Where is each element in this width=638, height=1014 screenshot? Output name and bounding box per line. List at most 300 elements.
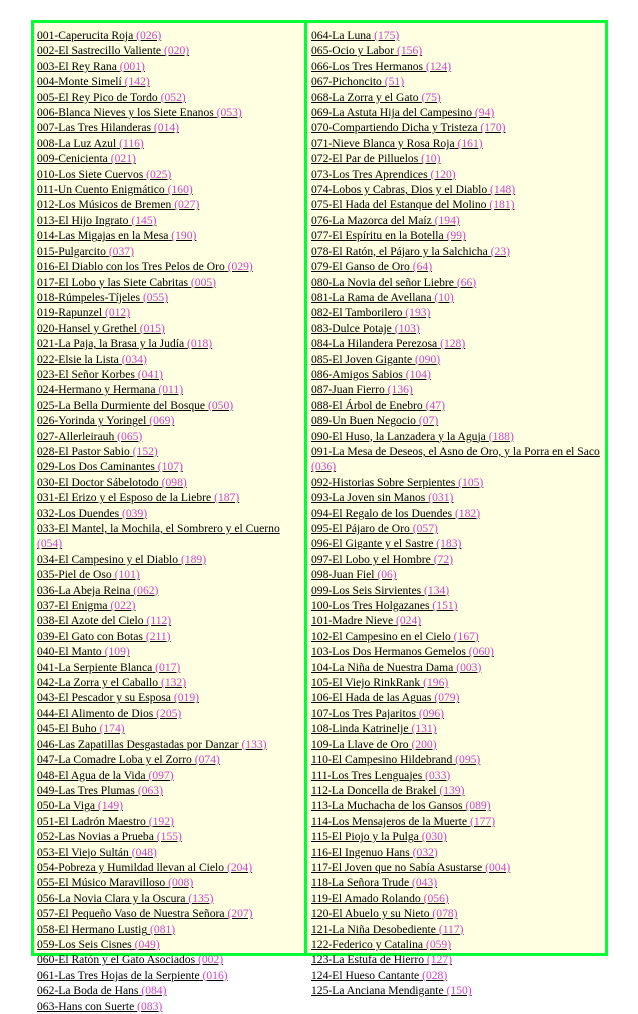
story-title[interactable]: 007-Las Tres Hilanderas <box>37 121 151 135</box>
story-title[interactable]: 024-Hermano y Hermana <box>37 383 156 397</box>
story-link[interactable] <box>311 506 602 521</box>
story-link[interactable] <box>311 814 602 829</box>
story-link[interactable] <box>37 429 301 444</box>
story-link[interactable] <box>311 706 602 721</box>
story-number[interactable]: (019) <box>173 691 199 705</box>
story-title[interactable]: 063-Hans con Suerte <box>37 999 135 1013</box>
story-link[interactable] <box>37 829 301 844</box>
story-number[interactable]: (148) <box>490 183 516 197</box>
story-title[interactable]: 077-El Espíritu en la Botella <box>311 229 444 243</box>
story-number[interactable]: (105) <box>458 475 484 489</box>
story-number[interactable]: (64) <box>412 260 433 274</box>
story-number[interactable]: (145) <box>131 213 157 227</box>
story-link[interactable] <box>311 259 602 274</box>
story-number[interactable]: (017) <box>155 660 181 674</box>
story-title[interactable]: 084-La Hilandera Perezosa <box>311 337 438 351</box>
story-number[interactable]: (024) <box>396 614 422 628</box>
story-number[interactable]: (029) <box>227 260 253 274</box>
story-title[interactable]: 009-Cenicienta <box>37 152 108 166</box>
story-link[interactable] <box>311 90 602 105</box>
story-link[interactable] <box>37 860 301 875</box>
story-number[interactable]: (160) <box>167 183 193 197</box>
story-title[interactable]: 054-Pobreza y Humildad llevan al Cielo <box>37 860 225 874</box>
story-link[interactable] <box>37 290 301 305</box>
story-title[interactable]: 027-Allerleirauh <box>37 429 115 443</box>
story-link[interactable] <box>311 644 602 659</box>
story-number[interactable]: (75) <box>421 90 441 104</box>
story-title[interactable]: 101-Madre Nieve <box>311 614 394 628</box>
story-link[interactable] <box>37 690 301 705</box>
story-title[interactable]: 059-Los Seis Cisnes <box>37 937 132 951</box>
story-title[interactable]: 043-El Pescador y su Esposa <box>37 691 171 705</box>
story-number[interactable]: (014) <box>153 121 180 135</box>
story-link[interactable] <box>37 28 301 43</box>
story-title[interactable]: 089-Un Buen Negocio <box>311 414 416 428</box>
story-number[interactable]: (048) <box>131 845 157 859</box>
story-link[interactable] <box>311 613 602 628</box>
story-title[interactable]: 019-Rapunzel <box>37 306 103 320</box>
story-link[interactable] <box>311 922 602 937</box>
story-title[interactable]: 066-Los Tres Hermanos <box>311 59 424 73</box>
story-title[interactable]: 124-El Hueso Cantante <box>311 968 420 982</box>
story-number[interactable]: (008) <box>168 876 194 890</box>
story-number[interactable]: (107) <box>157 460 183 474</box>
story-number[interactable]: (037) <box>108 244 134 258</box>
story-link[interactable] <box>37 629 301 644</box>
story-title[interactable]: 055-El Músico Maravilloso <box>37 876 166 890</box>
story-link[interactable] <box>37 721 301 736</box>
story-link[interactable] <box>37 336 301 351</box>
story-link[interactable] <box>37 305 301 320</box>
story-title[interactable]: 086-Amigos Sabios <box>311 367 403 381</box>
story-title[interactable]: 005-El Rey Pico de Tordo <box>37 90 158 104</box>
story-title[interactable]: 071-Nieve Blanca y Rosa Roja <box>311 136 455 150</box>
story-number[interactable]: (101) <box>114 568 140 582</box>
story-title[interactable]: 097-El Lobo y el Hombre <box>311 552 431 566</box>
story-link[interactable] <box>37 151 301 166</box>
story-link[interactable] <box>37 906 301 921</box>
story-title[interactable]: 006-Blanca Nieves y los Siete Enanos <box>37 106 214 120</box>
story-number[interactable]: (033) <box>425 768 451 782</box>
story-title[interactable]: 106-El Hada de las Aguas <box>311 691 432 705</box>
story-title[interactable]: 085-El Joven Gigante <box>311 352 413 366</box>
story-title[interactable]: 072-El Par de Pilluelos <box>311 152 419 166</box>
story-title[interactable]: 065-Ocio y Labor <box>311 44 395 58</box>
story-title[interactable]: 118-La Señora Trude <box>311 876 410 890</box>
story-number[interactable]: (097) <box>148 768 174 782</box>
story-number[interactable]: (011) <box>158 383 184 397</box>
story-number[interactable]: (142) <box>124 75 150 89</box>
story-link[interactable] <box>311 290 602 305</box>
story-title[interactable]: 119-El Amado Rolando <box>311 891 421 905</box>
story-number[interactable]: (002) <box>198 953 224 967</box>
story-link[interactable] <box>311 690 602 705</box>
story-link[interactable] <box>311 583 602 598</box>
story-title[interactable]: 083-Dulce Potaje <box>311 321 392 335</box>
story-link[interactable] <box>311 598 602 613</box>
story-link[interactable] <box>311 875 602 890</box>
story-link[interactable] <box>37 752 301 767</box>
story-link[interactable] <box>37 43 301 58</box>
story-number[interactable]: (183) <box>436 537 462 551</box>
story-link[interactable] <box>37 367 301 382</box>
story-link[interactable] <box>311 721 602 736</box>
story-number[interactable]: (065) <box>117 429 143 443</box>
story-link[interactable] <box>311 120 602 135</box>
story-title[interactable]: 117-El Joven que no Sabía Asustarse <box>311 860 483 874</box>
story-title[interactable]: 028-El Pastor Sabio <box>37 444 130 458</box>
story-title[interactable]: 073-Los Tres Aprendices <box>311 167 428 181</box>
story-link[interactable] <box>37 228 301 243</box>
story-link[interactable] <box>37 167 301 182</box>
story-link[interactable] <box>311 336 602 351</box>
story-number[interactable]: (194) <box>434 213 460 227</box>
story-title[interactable]: 113-La Muchacha de los Gansos <box>311 799 463 813</box>
story-number[interactable]: (041) <box>137 367 163 381</box>
story-title[interactable]: 099-Los Seis Sirvientes <box>311 583 422 597</box>
story-number[interactable]: (031) <box>428 491 454 505</box>
story-title[interactable]: 013-El Hijo Ingrato <box>37 213 129 227</box>
story-title[interactable]: 022-Elsie la Lista <box>37 352 119 366</box>
story-title[interactable]: 061-Las Tres Hojas de la Serpiente <box>37 968 200 982</box>
story-link[interactable] <box>37 783 301 798</box>
story-title[interactable]: 015-Pulgarcito <box>37 244 106 258</box>
story-number[interactable]: (050) <box>207 398 234 412</box>
story-number[interactable]: (078) <box>432 907 458 921</box>
story-link[interactable] <box>37 675 301 690</box>
story-number[interactable]: (66) <box>456 275 477 289</box>
story-title[interactable]: 016-El Diablo con los Tres Pelos de Oro <box>37 260 225 274</box>
story-link[interactable] <box>37 120 301 135</box>
story-title[interactable]: 102-El Campesino en el Cielo <box>311 629 451 643</box>
story-link[interactable] <box>311 983 602 998</box>
story-title[interactable]: 038-El Azote del Cielo <box>37 614 144 628</box>
story-link[interactable] <box>37 737 301 752</box>
story-link[interactable] <box>37 613 301 628</box>
story-title[interactable]: 021-La Paja, la Brasa y la Judía <box>37 337 185 351</box>
story-title[interactable]: 108-Linda Katrinelje <box>311 722 409 736</box>
story-number[interactable]: (081) <box>150 922 176 936</box>
story-number[interactable]: (139) <box>439 783 465 797</box>
story-title[interactable]: 029-Los Dos Caminantes <box>37 460 155 474</box>
story-link[interactable] <box>311 768 602 783</box>
story-link[interactable] <box>311 151 602 166</box>
story-title[interactable]: 001-Caperucita Roja <box>37 29 134 42</box>
story-link[interactable] <box>311 43 602 58</box>
story-number[interactable]: (155) <box>156 830 182 844</box>
story-link[interactable] <box>37 768 301 783</box>
story-number[interactable]: (043) <box>412 876 438 890</box>
story-link[interactable] <box>37 105 301 120</box>
story-title[interactable]: 088-El Árbol de Enebro <box>311 398 423 412</box>
story-number[interactable]: (053) <box>216 106 242 120</box>
story-link[interactable] <box>311 675 602 690</box>
story-number[interactable]: (074) <box>194 753 220 767</box>
story-title[interactable]: 070-Compartiendo Dicha y Tristeza <box>311 121 478 135</box>
story-title[interactable]: 046-Las Zapatillas Desgastadas por Danzar <box>37 737 239 751</box>
story-link[interactable] <box>37 706 301 721</box>
story-title[interactable]: 104-La Niña de Nuestra Dama <box>311 660 454 674</box>
story-number[interactable]: (089) <box>465 799 491 813</box>
story-link[interactable] <box>37 845 301 860</box>
story-number[interactable]: (083) <box>137 999 163 1013</box>
story-title[interactable]: 052-Las Novias a Prueba <box>37 830 154 844</box>
story-title[interactable]: 115-El Piojo y la Pulga <box>311 830 419 844</box>
story-link[interactable] <box>37 413 301 428</box>
story-number[interactable]: (001) <box>119 59 145 73</box>
story-link[interactable] <box>311 845 602 860</box>
story-title[interactable]: 121-La Niña Desobediente <box>311 922 436 936</box>
story-title[interactable]: 090-El Huso, la Lanzadera y la Aguja <box>311 429 486 443</box>
story-link[interactable] <box>37 506 301 521</box>
story-number[interactable]: (170) <box>480 121 506 135</box>
story-title[interactable]: 094-El Regalo de los Duendes <box>311 506 453 520</box>
story-link[interactable] <box>311 367 602 382</box>
story-title[interactable]: 035-Piel de Oso <box>37 568 112 582</box>
story-link[interactable] <box>311 891 602 906</box>
story-link[interactable] <box>37 814 301 829</box>
story-link[interactable] <box>311 829 602 844</box>
story-title[interactable]: 064-La Luna <box>311 29 372 42</box>
story-title[interactable]: 074-Lobos y Cabras, Dios y el Diablo <box>311 183 488 197</box>
story-title[interactable]: 079-El Ganso de Oro <box>311 260 410 274</box>
story-number[interactable]: (72) <box>433 552 454 566</box>
story-title[interactable]: 095-El Pájaro de Oro <box>311 522 410 535</box>
story-title[interactable]: 082-El Tamborilero <box>311 306 403 320</box>
story-link[interactable] <box>311 660 602 675</box>
story-link[interactable] <box>37 521 301 552</box>
story-title[interactable]: 078-El Ratón, el Pájaro y la Salchicha <box>311 244 488 258</box>
story-link[interactable] <box>311 968 602 983</box>
story-title[interactable]: 050-La Viga <box>37 799 96 813</box>
story-title[interactable]: 107-Los Tres Pajaritos <box>311 706 416 720</box>
story-title[interactable]: 051-El Ladrón Maestro <box>37 814 146 828</box>
story-link[interactable] <box>311 752 602 767</box>
story-number[interactable]: (200) <box>411 737 437 751</box>
story-link[interactable] <box>37 59 301 74</box>
story-link[interactable] <box>311 413 602 428</box>
story-title[interactable]: 100-Los Tres Holgazanes <box>311 599 430 613</box>
story-number[interactable]: (022) <box>110 599 136 613</box>
story-number[interactable]: (134) <box>424 583 450 597</box>
story-title[interactable]: 092-Historias Sobre Serpientes <box>311 475 456 489</box>
story-number[interactable]: (052) <box>160 90 186 104</box>
story-link[interactable] <box>311 382 602 397</box>
story-number[interactable]: (187) <box>214 491 240 505</box>
story-number[interactable]: (059) <box>425 937 452 951</box>
story-number[interactable]: (117) <box>438 922 464 936</box>
story-number[interactable]: (104) <box>405 367 431 381</box>
story-number[interactable]: (135) <box>188 891 214 905</box>
story-link[interactable] <box>311 59 602 74</box>
story-link[interactable] <box>37 136 301 151</box>
story-link[interactable] <box>311 197 602 212</box>
story-number[interactable]: (054) <box>37 537 63 551</box>
story-number[interactable]: (116) <box>119 136 144 150</box>
story-link[interactable] <box>311 28 602 43</box>
story-number[interactable]: (150) <box>446 984 472 998</box>
story-number[interactable]: (132) <box>160 676 187 690</box>
story-number[interactable]: (021) <box>110 152 136 166</box>
story-number[interactable]: (015) <box>139 321 165 335</box>
story-link[interactable] <box>37 382 301 397</box>
story-title[interactable]: 068-La Zorra y el Gato <box>311 90 419 104</box>
story-title[interactable]: 036-La Abeja Reina <box>37 583 131 597</box>
story-link[interactable] <box>37 922 301 937</box>
story-link[interactable] <box>311 182 602 197</box>
story-title[interactable]: 030-El Doctor Sábelotodo <box>37 475 159 489</box>
story-number[interactable]: (030) <box>421 830 447 844</box>
story-link[interactable] <box>37 444 301 459</box>
story-number[interactable]: (196) <box>423 676 449 690</box>
story-link[interactable] <box>37 490 301 505</box>
story-title[interactable]: 012-Los Músicos de Bremen <box>37 198 172 212</box>
story-number[interactable]: (47) <box>425 398 445 412</box>
story-number[interactable]: (177) <box>469 814 496 828</box>
story-number[interactable]: (069) <box>149 414 175 428</box>
story-title[interactable]: 020-Hansel y Grethel <box>37 321 137 335</box>
story-number[interactable]: (189) <box>180 552 207 566</box>
story-number[interactable]: (098) <box>161 475 187 489</box>
story-number[interactable]: (182) <box>454 506 481 520</box>
story-title[interactable]: 041-La Serpiente Blanca <box>37 660 153 674</box>
story-link[interactable] <box>311 952 602 967</box>
story-link[interactable] <box>37 552 301 567</box>
story-link[interactable] <box>37 321 301 336</box>
story-title[interactable]: 111-Los Tres Lenguajes <box>311 768 423 782</box>
story-title[interactable]: 060-El Ratón y el Gato Asociados <box>37 953 196 967</box>
story-number[interactable]: (167) <box>453 629 479 643</box>
story-number[interactable]: (151) <box>432 599 458 613</box>
story-title[interactable]: 008-La Luz Azul <box>37 136 117 150</box>
story-title[interactable]: 103-Los Dos Hermanos Gemelos <box>311 645 466 659</box>
story-title[interactable]: 042-La Zorra y el Caballo <box>37 676 159 690</box>
story-title[interactable]: 040-El Manto <box>37 645 102 659</box>
story-title[interactable]: 039-El Gato con Botas <box>37 629 143 643</box>
story-link[interactable] <box>37 182 301 197</box>
story-number[interactable]: (99) <box>446 229 466 243</box>
story-link[interactable] <box>37 475 301 490</box>
story-number[interactable]: (127) <box>426 953 453 967</box>
story-title[interactable]: 112-La Doncella de Brakel <box>311 783 437 797</box>
story-title[interactable]: 003-El Rey Rana <box>37 59 117 73</box>
story-number[interactable]: (063) <box>137 783 163 797</box>
story-title[interactable]: 056-La Novia Clara y la Oscura <box>37 891 186 905</box>
story-number[interactable]: (211) <box>145 629 171 643</box>
story-title[interactable]: 110-El Campesino Hildebrand <box>311 753 453 767</box>
story-title[interactable]: 123-La Estufa de Hierro <box>311 953 424 967</box>
story-link[interactable] <box>311 737 602 752</box>
story-title[interactable]: 037-El Enigma <box>37 599 108 613</box>
story-number[interactable]: (94) <box>474 106 495 120</box>
story-number[interactable]: (020) <box>163 44 190 58</box>
story-link[interactable] <box>311 444 602 475</box>
story-link[interactable] <box>37 259 301 274</box>
story-number[interactable]: (51) <box>384 75 405 89</box>
story-number[interactable]: (181) <box>489 198 515 212</box>
story-link[interactable] <box>37 644 301 659</box>
story-link[interactable] <box>311 305 602 320</box>
story-title[interactable]: 034-El Campesino y el Diablo <box>37 552 179 566</box>
story-number[interactable]: (025) <box>146 167 172 181</box>
story-number[interactable]: (174) <box>99 722 125 736</box>
story-title[interactable]: 114-Los Mensajeros de la Muerte <box>311 814 468 828</box>
story-link[interactable] <box>311 398 602 413</box>
story-title[interactable]: 080-La Novia del señor Liebre <box>311 275 454 289</box>
story-link[interactable] <box>311 798 602 813</box>
story-link[interactable] <box>311 536 602 551</box>
story-title[interactable]: 017-El Lobo y las Siete Cabritas <box>37 275 189 289</box>
story-link[interactable] <box>311 567 602 582</box>
story-number[interactable]: (149) <box>97 799 124 813</box>
story-number[interactable]: (049) <box>134 937 160 951</box>
story-title[interactable]: 014-Las Migajas en la Mesa <box>37 229 169 243</box>
story-number[interactable]: (124) <box>425 59 452 73</box>
story-link[interactable] <box>37 937 301 952</box>
story-number[interactable]: (055) <box>142 290 169 304</box>
story-title[interactable]: 098-Juan Fiel <box>311 568 375 582</box>
story-title[interactable]: 069-La Astuta Hija del Campesino <box>311 106 472 120</box>
story-title[interactable]: 057-El Pequeño Vaso de Nuestra Señora <box>37 907 225 921</box>
story-number[interactable]: (060) <box>468 645 494 659</box>
story-link[interactable] <box>311 136 602 151</box>
story-number[interactable]: (016) <box>202 968 228 982</box>
story-link[interactable] <box>37 598 301 613</box>
story-link[interactable] <box>37 891 301 906</box>
story-link[interactable] <box>37 983 301 998</box>
story-title[interactable]: 125-La Anciana Mendigante <box>311 984 444 998</box>
story-number[interactable]: (004) <box>485 860 511 874</box>
story-link[interactable] <box>311 228 602 243</box>
story-title[interactable]: 109-La Llave de Oro <box>311 737 409 751</box>
story-link[interactable] <box>311 321 602 336</box>
story-title[interactable]: 018-Rúmpeles-Tíjeles <box>37 290 141 304</box>
story-title[interactable]: 031-El Erizo y el Esposo de la Liebre <box>37 491 212 505</box>
story-number[interactable]: (175) <box>374 29 400 42</box>
story-number[interactable]: (188) <box>488 429 514 443</box>
story-link[interactable] <box>37 968 301 983</box>
story-link[interactable] <box>311 783 602 798</box>
story-link[interactable] <box>311 74 602 89</box>
story-link[interactable] <box>311 490 602 505</box>
story-title[interactable]: 091-La Mesa de Deseos, el Asno de Oro, y la Porra en el Saco <box>311 444 600 458</box>
story-title[interactable]: 049-Las Tres Plumas <box>37 783 135 797</box>
story-link[interactable] <box>37 74 301 89</box>
story-number[interactable]: (090) <box>415 352 441 366</box>
story-number[interactable]: (192) <box>148 814 174 828</box>
story-title[interactable]: 025-La Bella Durmiente del Bosque <box>37 398 206 412</box>
story-link[interactable] <box>37 459 301 474</box>
story-number[interactable]: (056) <box>423 891 449 905</box>
story-title[interactable]: 067-Pichoncito <box>311 75 382 89</box>
story-link[interactable] <box>311 244 602 259</box>
story-title[interactable]: 045-El Buho <box>37 722 97 736</box>
story-number[interactable]: (06) <box>377 568 397 582</box>
story-link[interactable] <box>37 244 301 259</box>
story-title[interactable]: 023-El Señor Korbes <box>37 367 135 381</box>
story-title[interactable]: 026-Yorinda y Yoringel <box>37 414 147 428</box>
story-title[interactable]: 032-Los Duendes <box>37 506 120 520</box>
story-number[interactable]: (128) <box>440 337 466 351</box>
story-title[interactable]: 093-La Joven sin Manos <box>311 491 426 505</box>
story-number[interactable]: (036) <box>311 460 337 474</box>
story-link[interactable] <box>311 475 602 490</box>
story-link[interactable] <box>311 552 602 567</box>
story-title[interactable]: 002-El Sastrecillo Valiente <box>37 44 162 58</box>
story-link[interactable] <box>311 167 602 182</box>
story-number[interactable]: (136) <box>387 383 413 397</box>
story-number[interactable]: (012) <box>104 306 131 320</box>
